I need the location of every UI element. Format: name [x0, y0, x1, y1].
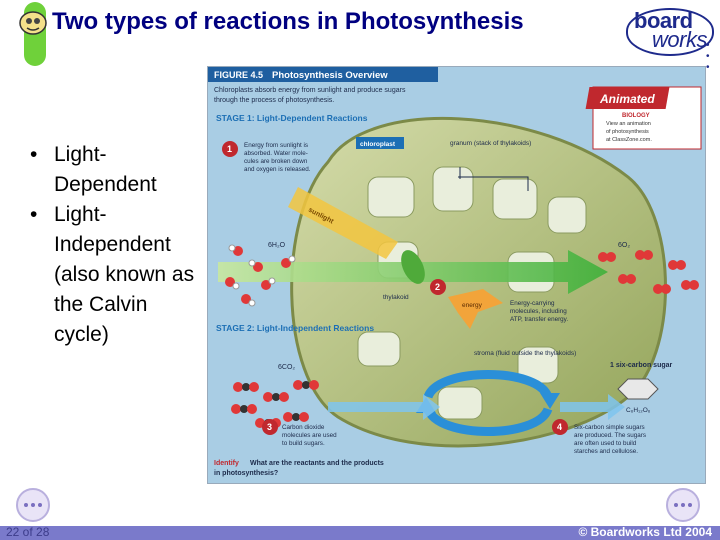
stage1-heading: STAGE 1: Light-Dependent Reactions [216, 113, 368, 123]
step4-line: starches and cellulose. [574, 448, 639, 455]
animated-biology-badge [586, 87, 701, 149]
badge-line2: of photosynthesis [606, 129, 649, 135]
step1-number: 1 [227, 144, 233, 154]
copyright-text: © Boardworks Ltd 2004 [578, 525, 712, 539]
next-slide-button[interactable] [664, 486, 702, 524]
bullet-dot-icon: • [30, 143, 38, 166]
step3-number: 3 [267, 422, 273, 432]
chevron-right-icon [674, 503, 692, 507]
granum-label: granum (stack of thylakoids) [450, 140, 532, 147]
step4-line: Six-carbon simple sugars [574, 424, 645, 431]
bullet-item [24, 200, 200, 350]
badge-subtitle: BIOLOGY [622, 113, 650, 119]
bullet-dot-icon: • [30, 203, 38, 226]
logo-dots: • • • [706, 40, 710, 73]
step2-number: 2 [435, 282, 441, 292]
identify-question-line2: in photosynthesis? [214, 470, 279, 477]
sunlight-label: sunlight [307, 206, 335, 226]
sugar-formula: C₆H₁₂O₆ [626, 407, 651, 414]
energy-label: energy [462, 302, 482, 309]
bullet-text: Light-Independent (also known as the Calvin cycle) [54, 203, 195, 346]
step4-line: are produced. The sugars [574, 432, 646, 439]
step3-line: to build sugars. [282, 440, 325, 447]
figure-heading: Photosynthesis Overview [272, 70, 388, 81]
badge-title: Animated [600, 92, 655, 106]
badge-line1: View an animation [606, 121, 651, 127]
step3-line: Carbon dioxide [282, 424, 325, 431]
step1-line: and oxygen is released. [244, 166, 311, 173]
figure-intro-line2: through the process of photosynthesis. [214, 97, 335, 104]
identify-question-line1: What are the reactants and the products [250, 460, 384, 467]
step1-line: cules are broken down [244, 158, 308, 165]
page-number: 22 of 28 [6, 525, 50, 539]
figure-label: FIGURE 4.5 [214, 70, 264, 80]
boardworks-logo [622, 6, 714, 73]
previous-slide-button[interactable] [14, 486, 52, 524]
sugar-title: 1 six-carbon sugar [610, 362, 673, 369]
thylakoid-label: thylakoid [383, 294, 409, 301]
step3-line: molecules are used [282, 432, 337, 439]
slide-title: Two types of reactions in Photosynthesis [52, 8, 524, 35]
chloroplast-label: chloroplast [360, 141, 396, 148]
chevron-left-icon [24, 503, 42, 507]
figure-intro-line1: Chloroplasts absorb energy from sunlight and produce sugars [214, 87, 406, 94]
step2-line: ATP, transfer energy. [510, 316, 569, 323]
photosynthesis-figure [207, 66, 706, 484]
figure-illustration [208, 67, 705, 483]
step1-line: absorbed. Water mole- [244, 150, 308, 157]
stage2-heading: STAGE 2: Light-Independent Reactions [216, 323, 375, 333]
step1-line: Energy from sunlight is [244, 142, 309, 149]
water-label: 6H₂O [268, 242, 286, 249]
co2-label: 6CO₂ [278, 364, 296, 371]
oxygen-label: 6O₂ [618, 242, 631, 249]
step4-line: are often used to build [574, 440, 637, 447]
step4-number: 4 [557, 422, 563, 432]
stroma-label: stroma (fluid outside the thylakoids) [474, 350, 577, 357]
step2-line: Energy-carrying [510, 300, 555, 307]
logo-text-board: board [634, 8, 693, 33]
bullet-text: Light-Dependent [54, 143, 157, 196]
boardworks-crest-icon [18, 10, 48, 36]
step2-line: molecules, including [510, 308, 567, 315]
badge-line3: at ClassZone.com. [606, 137, 652, 143]
bullet-list [24, 140, 200, 350]
logo-text-works: works [652, 27, 707, 52]
bullet-item [24, 140, 200, 200]
identify-label: Identify [214, 460, 239, 467]
